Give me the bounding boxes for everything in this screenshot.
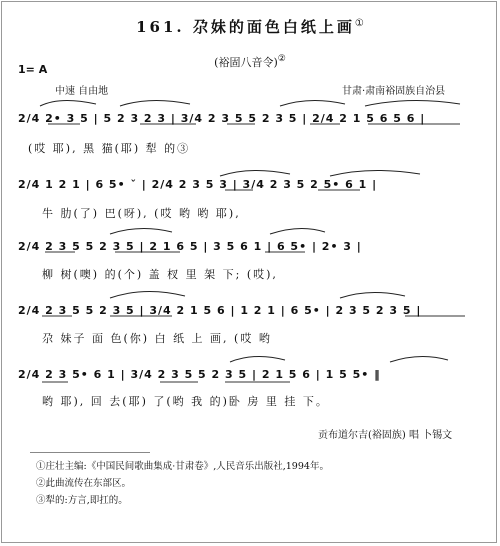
lyrics-system-5: 哟 耶), 回 去(耶) 了(哟 我 的)卧 房 里 挂 下。 [42,395,329,408]
footnote-2: ②此曲流传在东部区。 [36,478,132,489]
notation-system-1: 2/4 2• 3 5 | 5 2 3 2 3 | 3/4 2 3 5 5 2 3 5 | 2/4 2 1 5 6 5 6 | [18,112,426,125]
notation-system-4: 2/4 2 3 5 5 2 3 5 | 3/4 2 1 5 6 | 1 2 1 | 6 5• | 2 3 5 2 3 5 | [18,304,422,317]
notation-system-3: 2/4 2 3 5 5 2 3 5 | 2 1 6 5 | 3 5 6 1 | 6 5• | 2• 3 | [18,240,362,253]
song-subtitle: (裕固八音令)② [214,54,286,69]
footnote-divider [30,452,150,453]
footnote-3: ③犁的:方言,即扛的。 [36,495,128,506]
notation-system-5: 2/4 2 3 5• 6 1 | 3/4 2 3 5 5 2 3 5 | 2 1 5 6 | 1 5 5• ‖ [18,368,381,381]
song-title: 161. 尕妹的面色白纸上画① [136,18,364,36]
tempo-marking: 中速 自由地 [55,86,109,97]
performer-credit: 贡布道尔吉(裕固族) 唱 卜锡文 [318,430,453,441]
lyrics-system-1: (哎 耶), 黑 猫(耶) 犁 的③ [28,142,191,155]
key-signature: 1= A [18,63,48,76]
footnote-1: ①庄壮主编:《中国民间歌曲集成·甘肃卷》,人民音乐出版社,1994年。 [36,461,329,472]
notation-system-2: 2/4 1 2 1 | 6 5• ˇ | 2/4 2 3 5 3 | 3/4 2 3 5 2 5• 6 1 | [18,178,378,191]
lyrics-system-3: 柳 树(噢) 的(个) 盖 杈 里 架 下; (哎), [42,268,278,281]
lyrics-system-2: 牛 肋(了) 巴(呀), (哎 哟 哟 耶), [42,207,241,220]
song-origin: 甘肃·肃南裕固族自治县 [342,86,446,97]
lyrics-system-4: 尕 妹子 面 色(你) 白 纸 上 画, (哎 哟 [42,332,272,345]
